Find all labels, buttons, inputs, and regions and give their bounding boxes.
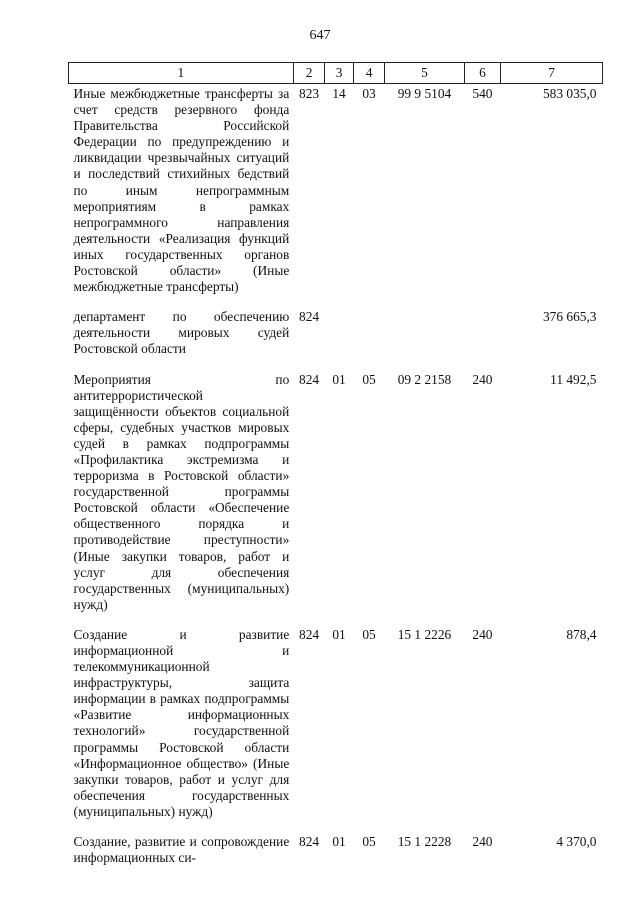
- row-name: Создание и развитие информационной и телекоммуникационной инфраструктуры, защита информации в рамках подпрограммы «Развитие информационных технологий» государственной программы Ростовской области «Информационное общество» (Иные закупки товаров, работ и услуг для обеспечения государственных (муниципальных) нужд): [73, 626, 290, 819]
- row-subsection: 05: [362, 834, 376, 850]
- header-row: [69, 63, 603, 84]
- row-subsection: 05: [362, 371, 376, 387]
- budget-table: [68, 62, 603, 878]
- row-ministry: 824: [299, 626, 320, 642]
- row-amount: 11 492,5: [550, 371, 597, 387]
- row-name: Иные межбюджетные трансферты за счет средств резервного фонда Правительства Российской Федерации по предупреждению и ликвидации чрезвычайных ситуаций и последствий стихийных бедствий по иным непрограммным мероприятиям в рамках непрограммного направления деятельности «Реализация функций иных государственных органов Ростовской области» (Иные межбюджетные трансферты): [73, 86, 290, 295]
- row-type: [464, 307, 501, 369]
- col-header-ministry: 2: [293, 63, 325, 84]
- page-number: 647: [309, 28, 331, 43]
- row-subsection: 03: [362, 86, 376, 101]
- col-header-name: 1: [69, 63, 294, 84]
- row-amount: 4 370,0: [556, 834, 597, 850]
- row-amount: 376 665,3: [542, 309, 597, 325]
- row-section: 14: [332, 86, 346, 101]
- col-header-type: 6: [464, 63, 501, 84]
- row-type: 240: [472, 626, 493, 642]
- col-header-subsection: 4: [353, 63, 385, 84]
- row-type: 240: [472, 834, 493, 850]
- row-ministry: 824: [299, 309, 320, 325]
- col-header-section: 3: [325, 63, 353, 84]
- row-target: 09 2 2158: [397, 371, 452, 387]
- col-header-amount: 7: [501, 63, 603, 84]
- row-section: 01: [332, 371, 346, 387]
- row-section: 01: [332, 834, 346, 850]
- row-target: 99 9 5104: [397, 86, 452, 101]
- row-section: 01: [332, 626, 346, 642]
- row-target: 15 1 2226: [397, 626, 452, 642]
- row-amount: 583 035,0: [542, 86, 597, 101]
- table-row: [69, 832, 603, 878]
- row-type: 540: [472, 86, 493, 101]
- row-name: Мероприятия по антитеррористической защищённости объектов социальной сферы, судебных участков мировых судей в рамках подпрограммы «Профилактика экстремизма и терроризма в Ростовской области» государственной программы Ростовской области «Обеспечение общественного порядка и противодействие преступности» (Иные закупки товаров, работ и услуг для обеспечения государственных (муниципальных) нужд): [73, 371, 290, 612]
- table-row: [69, 84, 603, 308]
- row-subsection: 05: [362, 626, 376, 642]
- table-row: [69, 625, 603, 832]
- col-header-target: 5: [385, 63, 464, 84]
- row-ministry: 824: [299, 834, 320, 850]
- row-name: департамент по обеспечению деятельности мировых судей Ростовской области: [73, 309, 290, 357]
- row-target: 15 1 2228: [397, 834, 452, 850]
- row-name: Создание, развитие и сопровождение информационных си-: [73, 834, 290, 866]
- row-ministry: 824: [299, 371, 320, 387]
- row-amount: 878,4: [566, 626, 597, 642]
- row-section: [325, 307, 353, 369]
- table-row: [69, 370, 603, 625]
- table-row: [69, 307, 603, 369]
- row-target: [385, 307, 464, 369]
- row-subsection: [353, 307, 385, 369]
- row-type: 240: [472, 371, 493, 387]
- row-ministry: 823: [299, 86, 320, 101]
